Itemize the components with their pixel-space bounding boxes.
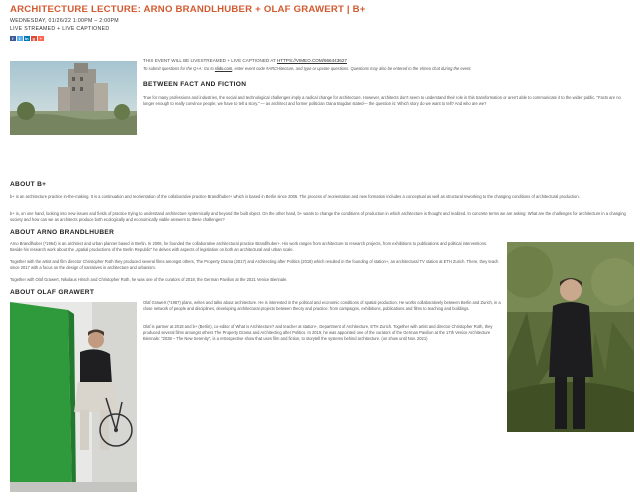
share-bar [10, 36, 44, 41]
section-heading-about-arno: ABOUT ARNO BRANDLHUBER [10, 229, 115, 236]
olaf-grawert-photo [10, 302, 137, 492]
building-photo [10, 61, 137, 135]
slido-link[interactable]: slido.com [214, 66, 233, 71]
about-olaf-paragraph-2: Olaf is partner at 2018 and b+ (Berlin), co-editor of What is Architecture? and teacher at station+, Department of Architecture, ETH Zurich. Together with artist and director Christopher Roth, they produced several films amongst others The Property Drama and Architecting after Politics. In 2019, he was appointed one of the curators of the German Pavilion at the 17th Venice Architecture Biennale: "2038 – The New Serenity", is a retrospective show that uses film and fiction, to storytell the systems behind architecture. (on show until Nov. 2021) [143, 324, 493, 341]
about-b-paragraph-2: b+ is, on one hand, looking into new issues and fields of practice trying to understand architecture systemically and beyond the built object. On the other hand, b+ wants to change the conditions of production in which architecture is thought and realized. In concrete terms we are asking: What are the challenges for architecture in a changing society and how can we as architects produce both ecologically and economically viable answers to these challenges? [10, 211, 626, 222]
about-olaf-paragraph-1: Olaf Grawert (*1987) plans, writes and talks about architecture. He is interested in the political and economic conditions of spatial production. He works collaboratively between Berlin and Zurich, in a close network of people and disciplines, developing architectural projects between theory and practice: from campaigns, exhibitions, publications and films to teaching and buildings. [143, 300, 501, 311]
section-heading-fact-fiction: BETWEEN FACT AND FICTION [143, 81, 247, 88]
page-title: ARCHITECTURE LECTURE: ARNO BRANDLHUBER + OLAF GRAWERT | B+ [10, 4, 366, 15]
section-heading-about-b: ABOUT B+ [10, 181, 47, 188]
arno-brandlhuber-photo [507, 242, 634, 432]
submit-suffix: , enter event code #ARCHitecture, and type or upvote questions. Questions may also be entered in the Vimeo chat during the event. [232, 66, 472, 71]
livestream-label: THIS EVENT WILL BE LIVESTREAMED + LIVE CAPTIONED AT [143, 58, 276, 63]
vimeo-link[interactable]: HTTPS://VIMEO.COM/666443627 [276, 58, 347, 63]
section-heading-about-olaf: ABOUT OLAF GRAWERT [10, 289, 95, 296]
about-arno-paragraph-1: Arno Brandlhuber (*1964) is an architect and urban planner based in Berlin. In 2006, he founded the collaborative architectural practice Brandlhuber+. His work ranges from architecture to research projects, from exhibitions to publications and political interventions. Beside his research work about the „spatial productions of the Berlin Republic" he delves with aspects of legislation on both an architectural and urban scale. [10, 241, 488, 252]
submit-label: To submit questions for the Q+A: Go to [143, 66, 214, 71]
about-b-paragraph-1: b+ is an architecture practice in-the-making. It is a continuation and reorientation of the collaborative practice Brandlhuber+ which is based in Berlin since 2006. The process of reorientation and new formation includes a conceptual as well as structural reworking to the changing conditions of architectural production. [10, 194, 580, 199]
linkedin-icon[interactable]: in [24, 36, 29, 41]
google-plus-icon[interactable]: g [32, 36, 35, 41]
event-date: WEDNESDAY, 01/26/22 1:00PM – 2:00PM [10, 18, 119, 24]
add-icon[interactable]: + [39, 36, 42, 41]
about-arno-paragraph-3: Together with Olaf Grawert, Nikolaus Hirsch and Christopher Roth, he was one of the curators of 2018, the German Pavilion at the 2021 Venice Biennale. [10, 277, 288, 282]
about-arno-paragraph-2: Together with the artist and film director Christopher Roth they produced several films amongst others, The Property Drama (2017) and Architecting after Politics (2018) which resulted in the founding of station+, an architectural TV station at ETH Zurich. There, they teach since 2017 with a focus on the design of narratives in architecture and urbanism. [10, 259, 499, 270]
twitter-icon[interactable]: t [17, 36, 23, 41]
intro-body: True for many professions and industries, the social and technological challenges imply a radical change for architecture. However, architects don't seem to understand their role in this transformation or aren't able to communicate it to the wider public. "Facts are no longer enough to really convince people, we have to tell a story." — as architect and former politician Oana Bogdan stated— the question is: Which story do we want to tell? And who are we? [143, 95, 621, 106]
event-format: LIVE STREAMED + LIVE CAPTIONED [10, 25, 110, 32]
facebook-icon[interactable]: f [10, 36, 16, 41]
